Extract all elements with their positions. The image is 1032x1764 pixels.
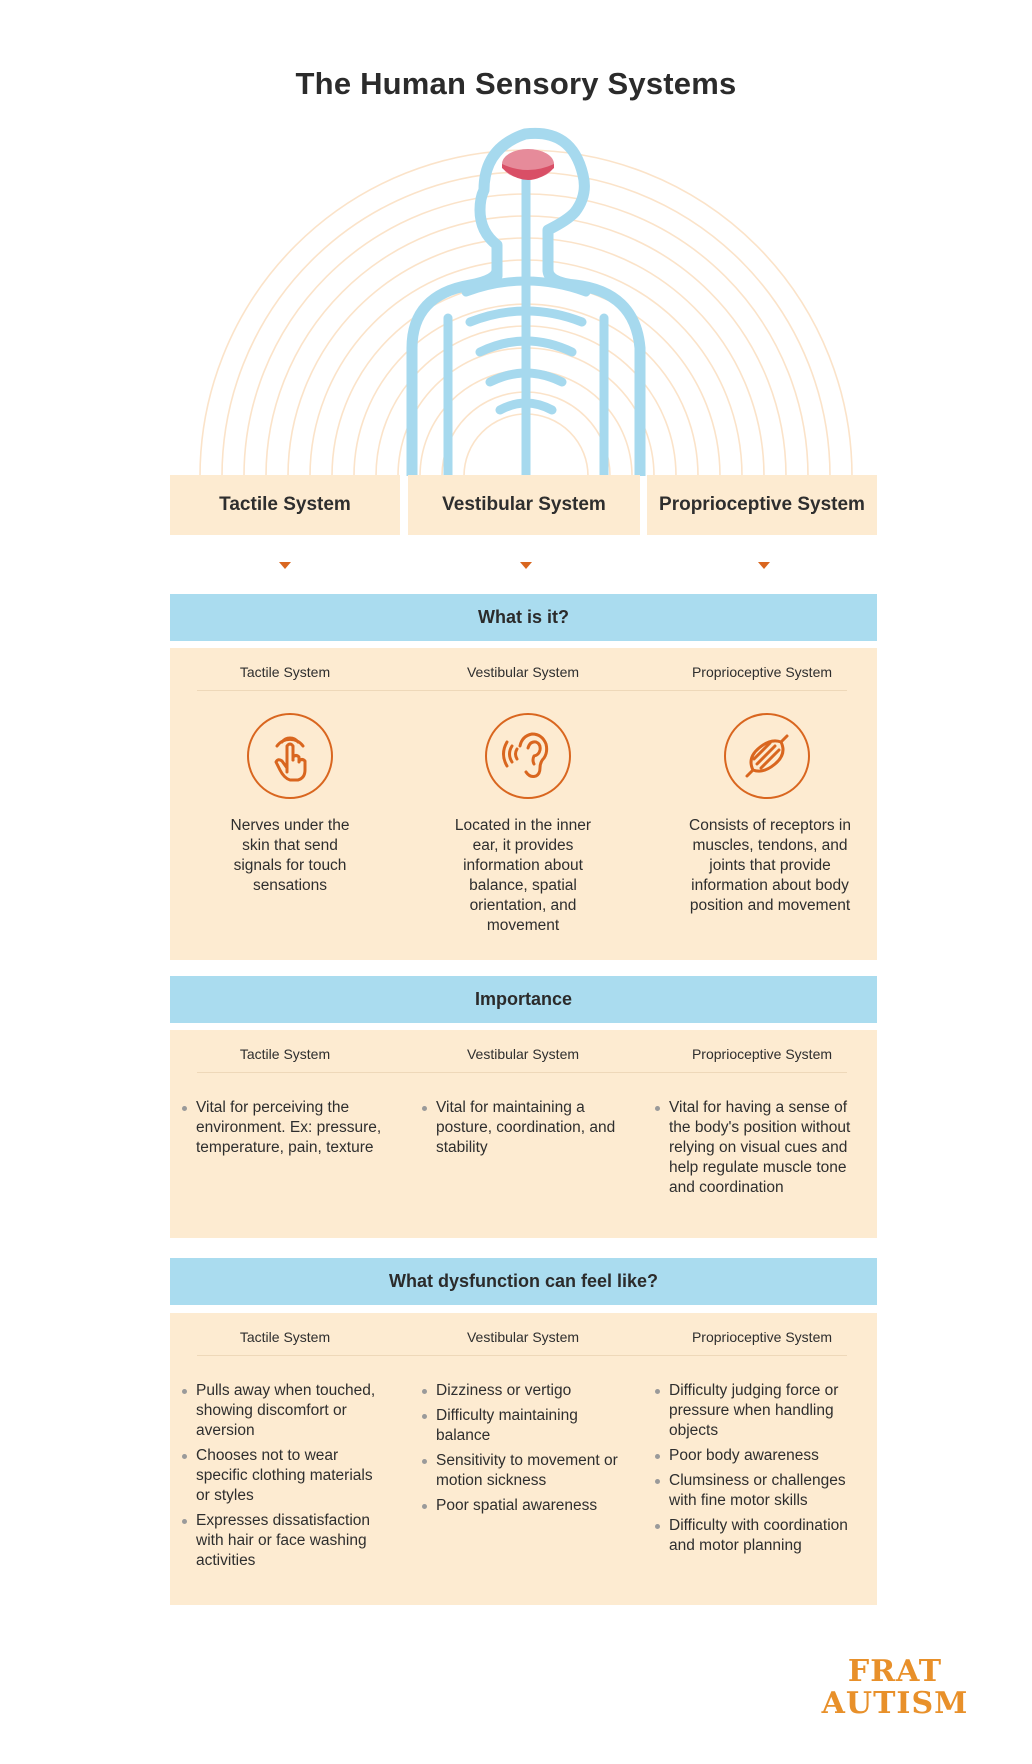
- arrow-down-icon: [279, 562, 291, 569]
- column-label: Tactile System: [239, 1329, 331, 1345]
- list-item: Chooses not to wear specific clothing materials or styles: [182, 1446, 387, 1506]
- description-text: Consists of receptors in muscles, tendons, and joints that provide information about body position and movement: [689, 817, 851, 914]
- list-item: Dizziness or vertigo: [422, 1381, 622, 1401]
- list-item: Clumsiness or challenges with fine motor skills: [655, 1471, 867, 1511]
- dysfunction-list-vestibular: [422, 1381, 622, 1521]
- section-header-what-is-it: What is it?: [170, 594, 877, 641]
- dysfunction-list-tactile: [182, 1381, 387, 1576]
- divider: [197, 690, 847, 691]
- touch-hand-icon: [247, 713, 333, 799]
- section-header-importance: Importance: [170, 976, 877, 1023]
- list-item: Poor spatial awareness: [422, 1496, 622, 1516]
- list-item: Expresses dissatisfaction with hair or face washing activities: [182, 1511, 387, 1571]
- arrow-down-icon: [758, 562, 770, 569]
- section-panel-importance: [170, 1030, 877, 1238]
- page-title: The Human Sensory Systems: [295, 66, 737, 101]
- ear-icon: [485, 713, 571, 799]
- list-item: Sensitivity to movement or motion sickness: [422, 1451, 622, 1491]
- column-label: Vestibular System: [466, 1329, 580, 1345]
- divider: [197, 1355, 847, 1356]
- list-item: Difficulty maintaining balance: [422, 1406, 622, 1446]
- section-panel-what-is-it: [170, 648, 877, 960]
- list-item: Vital for having a sense of the body's position without relying on visual cues and help regulate muscle tone and coordination: [655, 1098, 865, 1198]
- column-label: Proprioceptive System: [691, 664, 833, 680]
- section-panel-dysfunction: [170, 1313, 877, 1605]
- importance-list-proprioceptive: [655, 1098, 865, 1203]
- column-label: Tactile System: [239, 664, 331, 680]
- column-label: Proprioceptive System: [691, 1329, 833, 1345]
- nervous-system-illustration: [0, 120, 1032, 476]
- list-item: Poor body awareness: [655, 1446, 867, 1466]
- list-item: Difficulty with coordination and motor planning: [655, 1516, 867, 1556]
- column-label: Proprioceptive System: [691, 1046, 833, 1062]
- divider: [197, 1072, 847, 1073]
- logo-line-1: FRAT: [847, 1654, 943, 1689]
- muscle-icon: [724, 713, 810, 799]
- logo-line-2: AUTISM: [821, 1686, 969, 1721]
- tab-vestibular-system: Vestibular System: [408, 475, 640, 535]
- list-item: Pulls away when touched, showing discomfort or aversion: [182, 1381, 387, 1441]
- arrow-down-icon: [520, 562, 532, 569]
- list-item: Vital for maintaining a posture, coordination, and stability: [422, 1098, 622, 1158]
- column-label: Vestibular System: [466, 664, 580, 680]
- description-text: Nerves under the skin that send signals for touch sensations: [230, 817, 350, 894]
- tab-proprioceptive-system: Proprioceptive System: [647, 475, 877, 535]
- list-item: Difficulty judging force or pressure when handling objects: [655, 1381, 867, 1441]
- column-label: Vestibular System: [466, 1046, 580, 1062]
- frat-autism-logo: [820, 1656, 970, 1720]
- importance-list-vestibular: [422, 1098, 622, 1163]
- dysfunction-list-proprioceptive: [655, 1381, 867, 1561]
- tab-tactile-system: Tactile System: [170, 475, 400, 535]
- column-label: Tactile System: [239, 1046, 331, 1062]
- description-text: Located in the inner ear, it provides information about balance, spatial orientation, and movement: [454, 817, 592, 934]
- brain-icon: [502, 149, 554, 180]
- list-item: Vital for perceiving the environment. Ex: pressure, temperature, pain, texture: [182, 1098, 382, 1158]
- section-header-dysfunction: What dysfunction can feel like?: [170, 1258, 877, 1305]
- importance-list-tactile: [182, 1098, 382, 1163]
